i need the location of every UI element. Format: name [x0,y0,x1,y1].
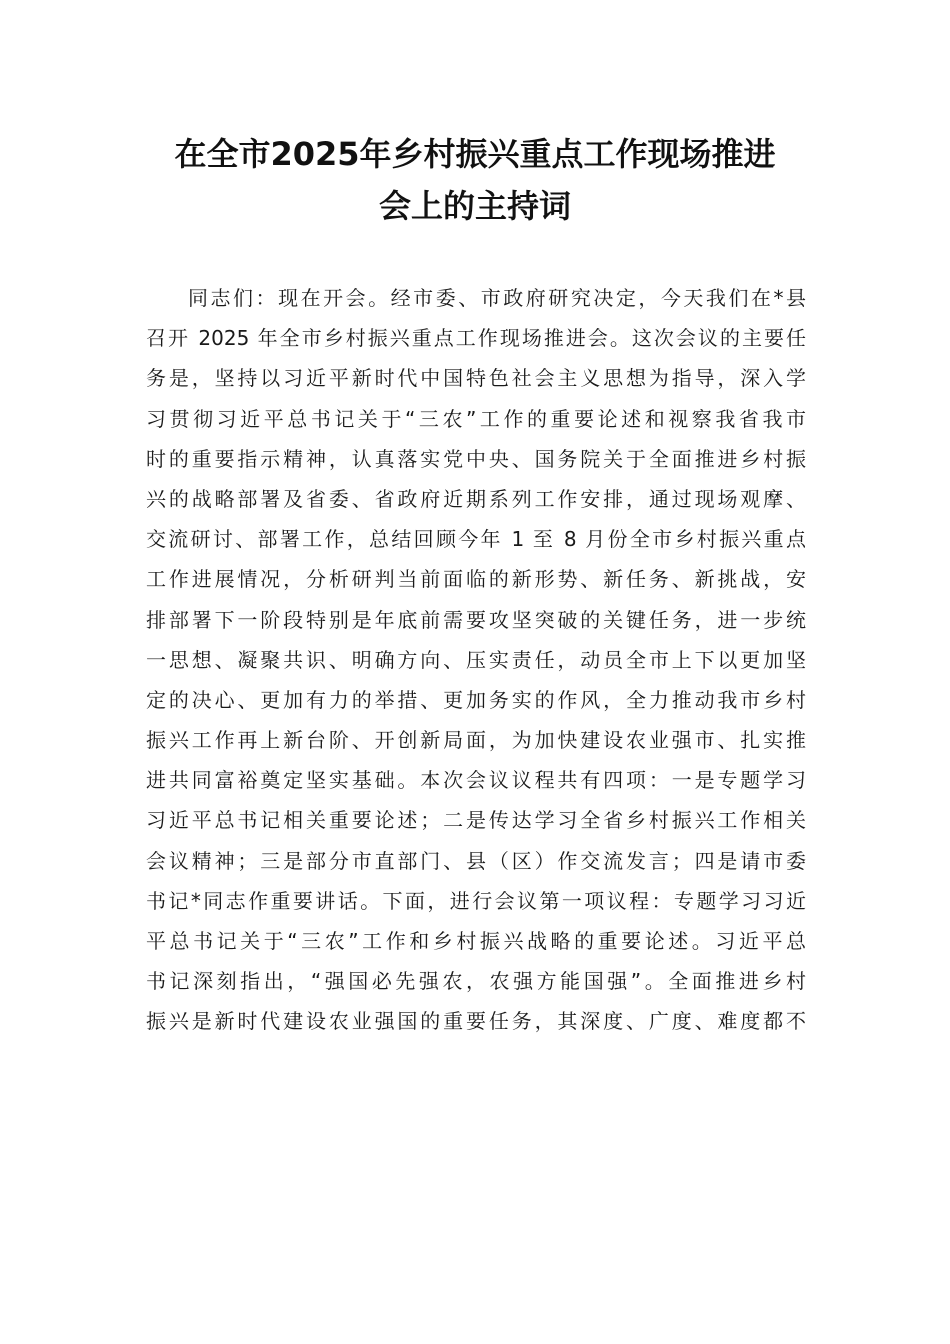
document-body [146,278,806,1042]
body-line: 进共同富裕奠定坚实基础。本次会议议程共有四项：一是专题学习 [146,768,806,793]
body-line: 兴的战略部署及省委、省政府近期系列工作安排，通过现场观摩、 [146,486,806,511]
body-line: 工作进展情况，分析研判当前面临的新形势、新任务、新挑战，安 [146,567,806,592]
body-line: 平总书记关于“三农”工作和乡村振兴战略的重要论述。习近平总 [146,929,806,953]
title-line-2: 会上的主持词 [378,187,571,225]
body-line: 书记深刻指出，“强国必先强农，农强方能国强”。全面推进乡村 [146,969,806,994]
body-line: 一思想、凝聚共识、明确方向、压实责任，动员全市上下以更加坚 [146,647,806,672]
body-line: 振兴是新时代建设农业强国的重要任务，其深度、广度、难度都不 [146,1009,806,1034]
document-title [130,128,820,232]
body-line: 同志们：现在开会。经市委、市政府研究决定，今天我们在*县 [188,286,806,310]
title-line-1: 在全市2025年乡村振兴重点工作现场推进 [174,135,776,173]
body-line: 习贯彻习近平总书记关于“三农”工作的重要论述和视察我省我市 [146,406,806,431]
body-line: 交流研讨、部署工作，总结回顾今年 1 至 8 月份全市乡村振兴重点 [146,527,806,552]
body-line: 振兴工作再上新台阶、开创新局面，为加快建设农业强市、扎实推 [146,728,806,753]
body-line: 务是，坚持以习近平新时代中国特色社会主义思想为指导，深入学 [146,366,806,391]
body-line: 时的重要指示精神，认真落实党中央、国务院关于全面推进乡村振 [146,446,806,471]
body-line: 习近平总书记相关重要论述；二是传达学习全省乡村振兴工作相关 [146,808,806,833]
body-line: 排部署下一阶段特别是年底前需要攻坚突破的关键任务，进一步统 [146,607,806,632]
body-line: 召开 2025 年全市乡村振兴重点工作现场推进会。这次会议的主要任 [146,326,806,351]
body-line: 定的决心、更加有力的举措、更加务实的作风，全力推动我市乡村 [146,687,806,712]
body-line: 会议精神；三是部分市直部门、县（区）作交流发言；四是请市委 [146,848,806,873]
body-line: 书记*同志作重要讲话。下面，进行会议第一项议程：专题学习习近 [146,888,806,913]
